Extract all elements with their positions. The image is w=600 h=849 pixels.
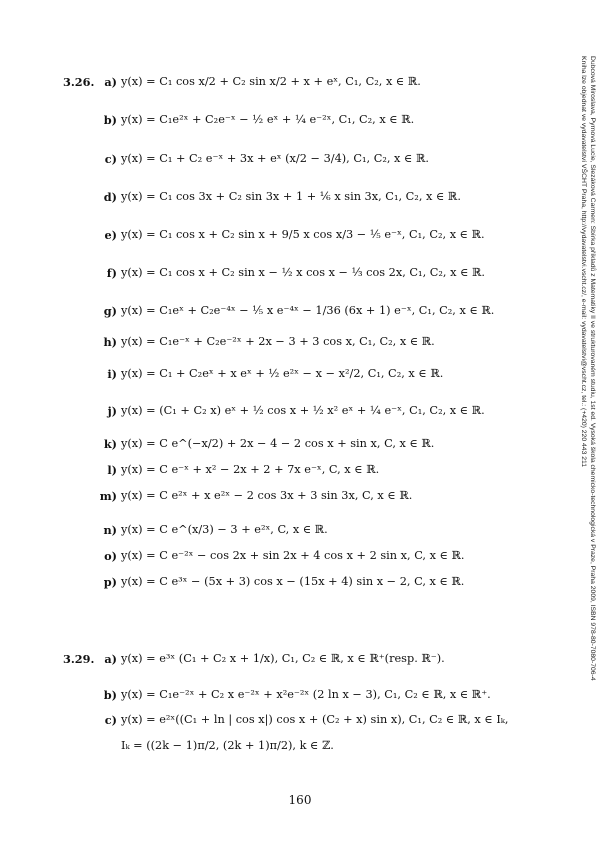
item-label: j)	[107, 404, 117, 418]
item-label: c)	[104, 713, 117, 727]
citation-text	[579, 56, 597, 681]
item-label: h)	[103, 335, 117, 349]
citation-line-2: Kniha lze objednat ve vydavatelství VŠCHT Praha, http://vydavatelstvi.vscht.cz/, e-mail: vydavatelstvi@vscht.cz, tel.: (+420) 220 443 211	[580, 56, 587, 468]
solution-formula: y(x) = C₁ cos x + C₂ sin x − ½ x cos x − ⅓ cos 2x, C₁, C₂, x ∈ ℝ.	[121, 266, 486, 279]
solution-formula: y(x) = e³ˣ (C₁ + C₂ x + 1/x), C₁, C₂ ∈ ℝ, x ∈ ℝ⁺(resp. ℝ⁻).	[121, 652, 445, 665]
solution-formula: y(x) = C₁e⁻ˣ + C₂e⁻²ˣ + 2x − 3 + 3 cos x, C₁, C₂, x ∈ ℝ.	[121, 335, 435, 348]
page-number: 160	[288, 793, 312, 807]
solution-formula: y(x) = C e^(−x/2) + 2x − 4 − 2 cos x + sin x, C, x ∈ ℝ.	[121, 437, 435, 450]
item-label: g)	[103, 304, 117, 318]
solution-formula: y(x) = (C₁ + C₂ x) eˣ + ½ cos x + ½ x² eˣ + ¼ e⁻ˣ, C₁, C₂, x ∈ ℝ.	[121, 404, 485, 417]
citation-sidebar	[580, 56, 600, 796]
solution-formula: y(x) = C₁e²ˣ + C₂e⁻ˣ − ½ eˣ + ¼ e⁻²ˣ, C₁, C₂, x ∈ ℝ.	[121, 113, 415, 126]
citation-line-1: Dubcová Miroslava, Pyrnová Lucie, Slezáková Carmen: Sbírka příkladů z Matematiky II ve strukturovaném studiu, 1st ed. Vysoká škola chemicko-technologická v Praze, Praha 2009, ISBN 978-80-7080-706-4	[589, 56, 596, 681]
item-label: k)	[103, 437, 117, 451]
item-label: c)	[104, 152, 117, 166]
solution-formula: y(x) = C₁ + C₂eˣ + x eˣ + ½ e²ˣ − x − x²/2, C₁, C₂, x ∈ ℝ.	[121, 367, 444, 380]
item-label: i)	[107, 367, 117, 381]
solution-formula: y(x) = C₁ cos x/2 + C₂ sin x/2 + x + eˣ, C₁, C₂, x ∈ ℝ.	[121, 75, 421, 88]
item-label: b)	[103, 113, 117, 127]
item-label: e)	[104, 228, 117, 242]
item-label: n)	[103, 523, 117, 537]
solution-formula: y(x) = C e³ˣ − (5x + 3) cos x − (15x + 4) sin x − 2, C, x ∈ ℝ.	[121, 575, 465, 588]
solution-formula: y(x) = C₁ + C₂ e⁻ˣ + 3x + eˣ (x/2 − 3/4), C₁, C₂, x ∈ ℝ.	[121, 152, 429, 165]
item-label: a)	[104, 75, 117, 89]
solution-formula: y(x) = C e²ˣ + x e²ˣ − 2 cos 3x + 3 sin 3x, C, x ∈ ℝ.	[121, 489, 413, 502]
item-label: b)	[103, 688, 117, 702]
solution-formula: y(x) = C e⁻ˣ + x² − 2x + 2 + 7x e⁻ˣ, C, x ∈ ℝ.	[121, 463, 380, 476]
solution-formula: y(x) = e²ˣ((C₁ + ln | cos x|) cos x + (C₂ + x) sin x), C₁, C₂ ∈ ℝ, x ∈ Iₖ,	[121, 713, 509, 726]
solution-formula: y(x) = C₁ cos 3x + C₂ sin 3x + 1 + ⅙ x sin 3x, C₁, C₂, x ∈ ℝ.	[121, 190, 461, 203]
solution-formula: y(x) = C e^(x/3) − 3 + e²ˣ, C, x ∈ ℝ.	[121, 523, 328, 536]
interval-definition: Iₖ = ((2k − 1)π/2, (2k + 1)π/2), k ∈ ℤ.	[121, 739, 334, 752]
problem-number: 3.29.	[63, 652, 95, 666]
item-label: a)	[104, 652, 117, 666]
item-label: m)	[99, 489, 117, 503]
item-label: l)	[107, 463, 117, 477]
item-label: d)	[103, 190, 117, 204]
item-label: p)	[103, 575, 117, 589]
solution-formula: y(x) = C₁ cos x + C₂ sin x + 9/5 x cos x/3 − ⅕ e⁻ˣ, C₁, C₂, x ∈ ℝ.	[121, 228, 485, 241]
problem-number: 3.26.	[63, 75, 95, 89]
item-label: o)	[104, 549, 117, 563]
item-label: f)	[106, 266, 117, 280]
solution-formula: y(x) = C₁eˣ + C₂e⁻⁴ˣ − ⅕ x e⁻⁴ˣ − 1/36 (6x + 1) e⁻ˣ, C₁, C₂, x ∈ ℝ.	[121, 304, 495, 317]
solution-formula: y(x) = C e⁻²ˣ − cos 2x + sin 2x + 4 cos x + 2 sin x, C, x ∈ ℝ.	[121, 549, 465, 562]
solution-formula: y(x) = C₁e⁻²ˣ + C₂ x e⁻²ˣ + x²e⁻²ˣ (2 ln x − 3), C₁, C₂ ∈ ℝ, x ∈ ℝ⁺.	[121, 688, 491, 701]
